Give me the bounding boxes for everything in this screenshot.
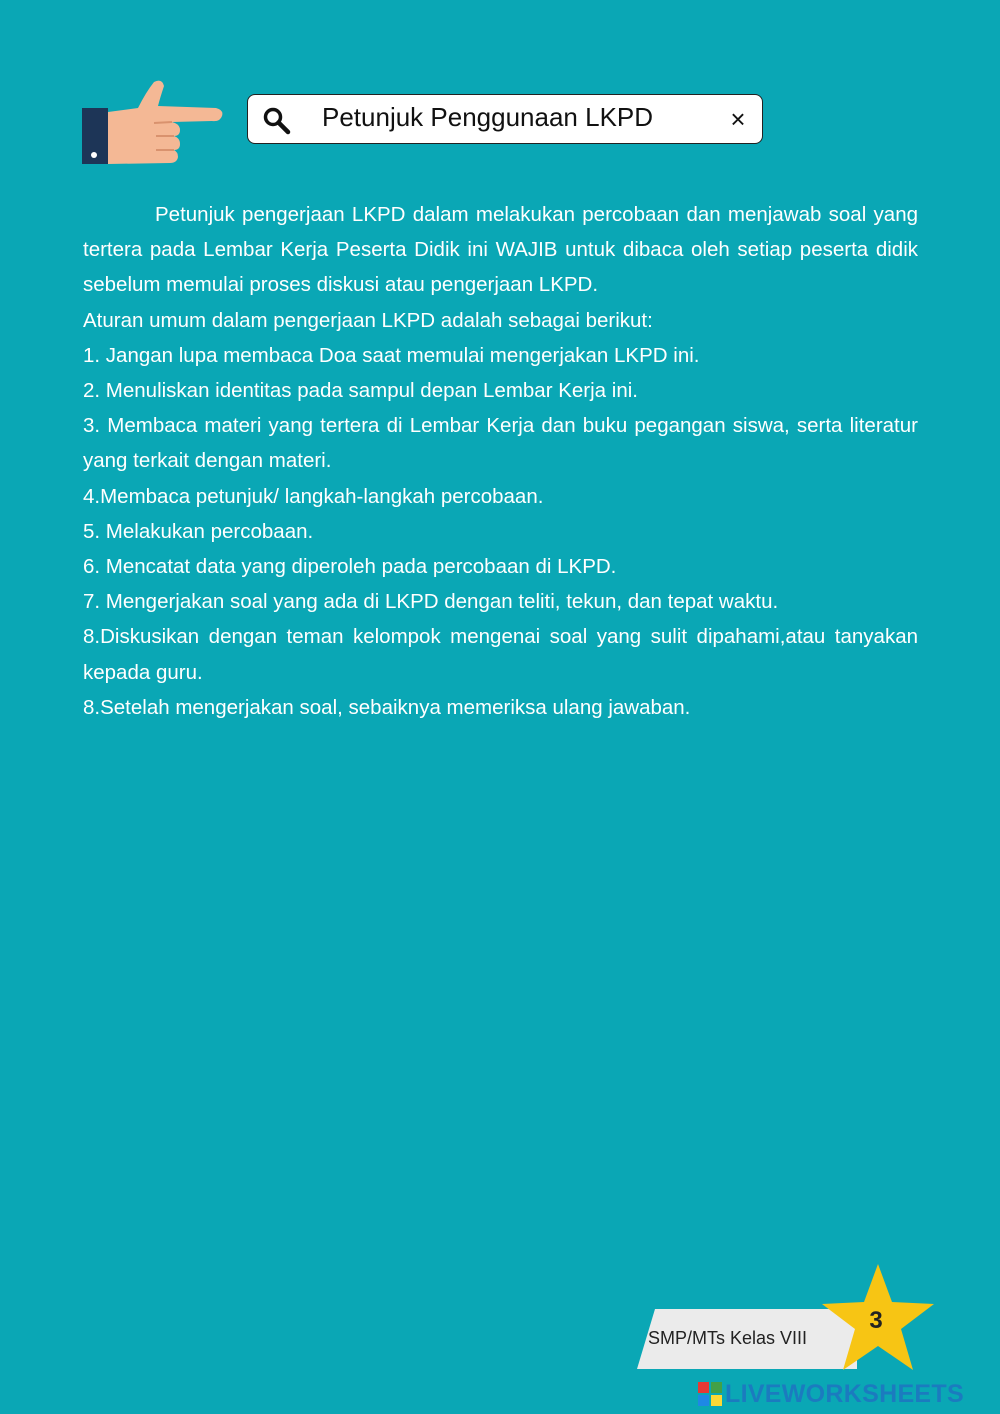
list-item: 8.Diskusikan dengan teman kelompok mengenai soal yang sulit dipahami,atau tanyakan kepada guru.: [83, 625, 918, 684]
brand-watermark: [698, 1379, 964, 1409]
search-bar[interactable]: [247, 94, 763, 144]
search-icon: [262, 106, 292, 136]
rules-list: [83, 338, 918, 725]
list-item: 7. Mengerjakan soal yang ada di LKPD dengan teliti, tekun, dan tepat waktu.: [83, 590, 779, 614]
instructions-content: [83, 197, 918, 725]
page-title: Petunjuk Penggunaan LKPD: [322, 102, 654, 132]
list-item: 5. Melakukan percobaan.: [83, 519, 314, 543]
class-label: SMP/MTs Kelas VIII: [648, 1328, 808, 1348]
brand-name: LIVEWORKSHEETS: [725, 1379, 964, 1408]
rules-heading: Aturan umum dalam pengerjaan LKPD adalah sebagai berikut:: [83, 308, 653, 332]
list-item: 4.Membaca petunjuk/ langkah-langkah percobaan.: [83, 484, 544, 508]
list-item: 8.Setelah mengerjakan soal, sebaiknya memeriksa ulang jawaban.: [83, 695, 691, 719]
close-icon[interactable]: ×: [730, 104, 746, 134]
liveworksheets-logo-icon: [698, 1382, 722, 1406]
list-item: 3. Membaca materi yang tertera di Lembar Kerja dan buku pegangan siswa, serta literatur yang terkait dengan materi.: [83, 414, 918, 473]
list-item: 6. Mencatat data yang diperoleh pada percobaan di LKPD.: [83, 555, 617, 579]
intro-paragraph: Petunjuk pengerjaan LKPD dalam melakukan percobaan dan menjawab soal yang tertera pada Lembar Kerja Peserta Didik ini WAJIB untuk dibaca oleh setiap peserta didik sebelum memulai proses diskusi atau pengerjaan LKPD.: [83, 203, 918, 297]
pointing-hand-icon: [80, 78, 225, 168]
list-item: 1. Jangan lupa membaca Doa saat memulai mengerjakan LKPD ini.: [83, 343, 700, 367]
list-item: 2. Menuliskan identitas pada sampul depan Lembar Kerja ini.: [83, 379, 638, 403]
page-number: 3: [869, 1307, 883, 1334]
